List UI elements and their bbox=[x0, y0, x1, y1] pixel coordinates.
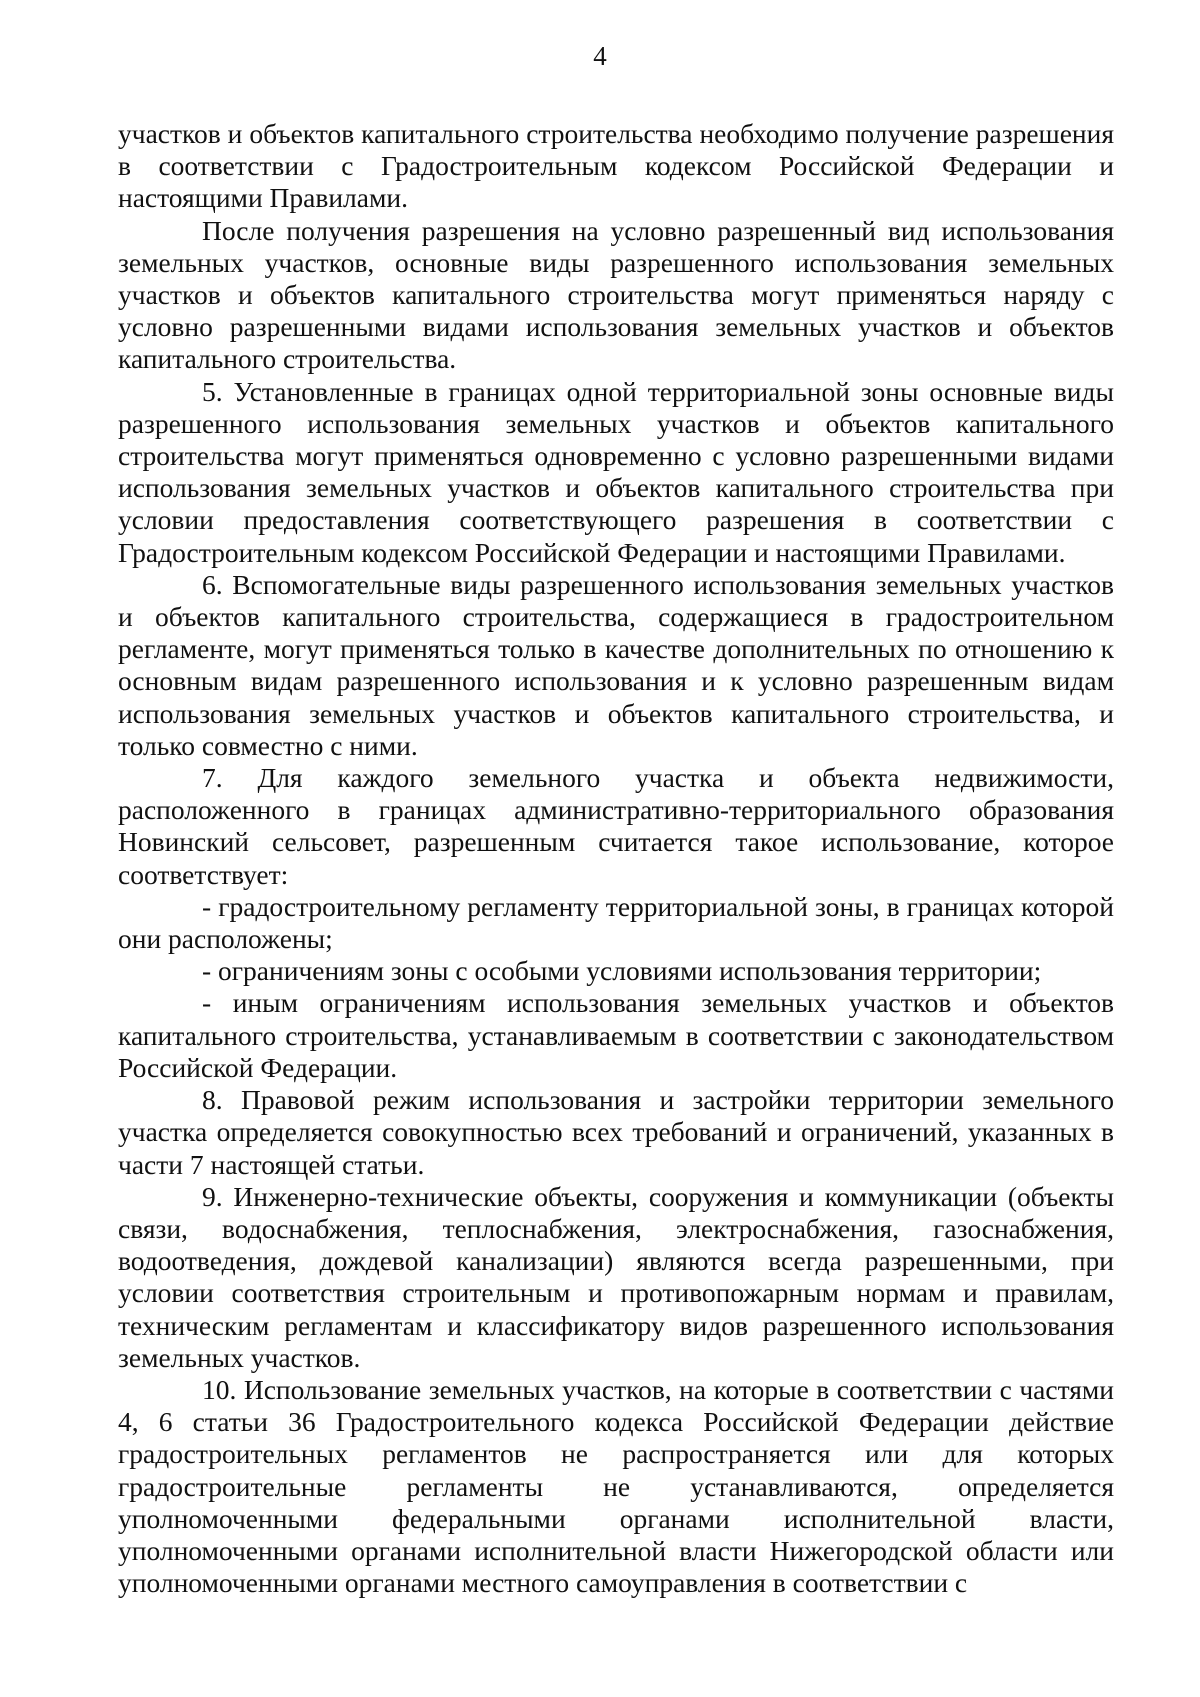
paragraph-item-10: 10. Использование земельных участков, на которые в соответствии с частями 4, 6 статьи 36 Градостроительного кодекса Российской Федерации действие градостроительных регламентов не распространяется или для которых градостроительные регламенты не устанавливаются, определяется уполномоченными федеральными органами исполнительной власти, уполномоченными органами исполнительной власти Нижегородской области или уполномоченными органами местного самоуправления в соответствии с bbox=[118, 1373, 1114, 1599]
list-item-regulation: - градостроительному регламенту территориальной зоны, в границах которой они расположены; bbox=[118, 890, 1114, 955]
list-item-zone-restrictions: - ограничениям зоны с особыми условиями использования территории; bbox=[202, 955, 1042, 987]
document-body bbox=[118, 118, 1114, 1599]
page-number: 4 bbox=[593, 41, 607, 71]
list-item-other-restrictions: - иным ограничениям использования земельных участков и объектов капитального строительства, устанавливаемым в соответствии с законодательством Российской Федерации. bbox=[118, 987, 1114, 1083]
paragraph-item-9: 9. Инженерно-технические объекты, сооружения и коммуникации (объекты связи, водоснабжения, теплоснабжения, электроснабжения, газоснабжения, водоотведения, дождевой канализации) являются всегда разрешенными, при условии соответствия строительным и противопожарным нормам и правилам, техническим регламентам и классификатору видов разрешенного использования земельных участков. bbox=[118, 1180, 1114, 1373]
paragraph-continuation: участков и объектов капитального строительства необходимо получение разрешения в соответствии с Градостроительным кодексом Российской Федерации и настоящими Правилами. bbox=[118, 118, 1114, 214]
paragraph-item-5: 5. Установленные в границах одной территориальной зоны основные виды разрешенного использования земельных участков и объектов капитального строительства могут применяться одновременно с условно разрешенными видами использования земельных участков и объектов капитального строительства при условии предоставления соответствующего разрешения в соответствии с Градостроительным кодексом Российской Федерации и настоящими Правилами. bbox=[118, 375, 1114, 568]
paragraph-after-permission: После получения разрешения на условно разрешенный вид использования земельных участков, основные виды разрешенного использования земельных участков и объектов капитального строительства могут применяться наряду с условно разрешенными видами использования земельных участков и объектов капитального строительства. bbox=[118, 214, 1114, 375]
paragraph-item-8: 8. Правовой режим использования и застройки территории земельного участка определяется совокупностью всех требований и ограничений, указанных в части 7 настоящей статьи. bbox=[118, 1084, 1114, 1180]
paragraph-item-7: 7. Для каждого земельного участка и объекта недвижимости, расположенного в границах административно-территориального образования Новинский сельсовет, разрешенным считается такое использование, которое соответствует: bbox=[118, 762, 1114, 890]
paragraph-item-6: 6. Вспомогательные виды разрешенного использования земельных участков и объектов капитального строительства, содержащиеся в градостроительном регламенте, могут применяться только в качестве дополнительных по отношению к основным видам разрешенного использования и к условно разрешенным видам использования земельных участков и объектов капитального строительства, и только совместно с ними. bbox=[118, 568, 1114, 761]
